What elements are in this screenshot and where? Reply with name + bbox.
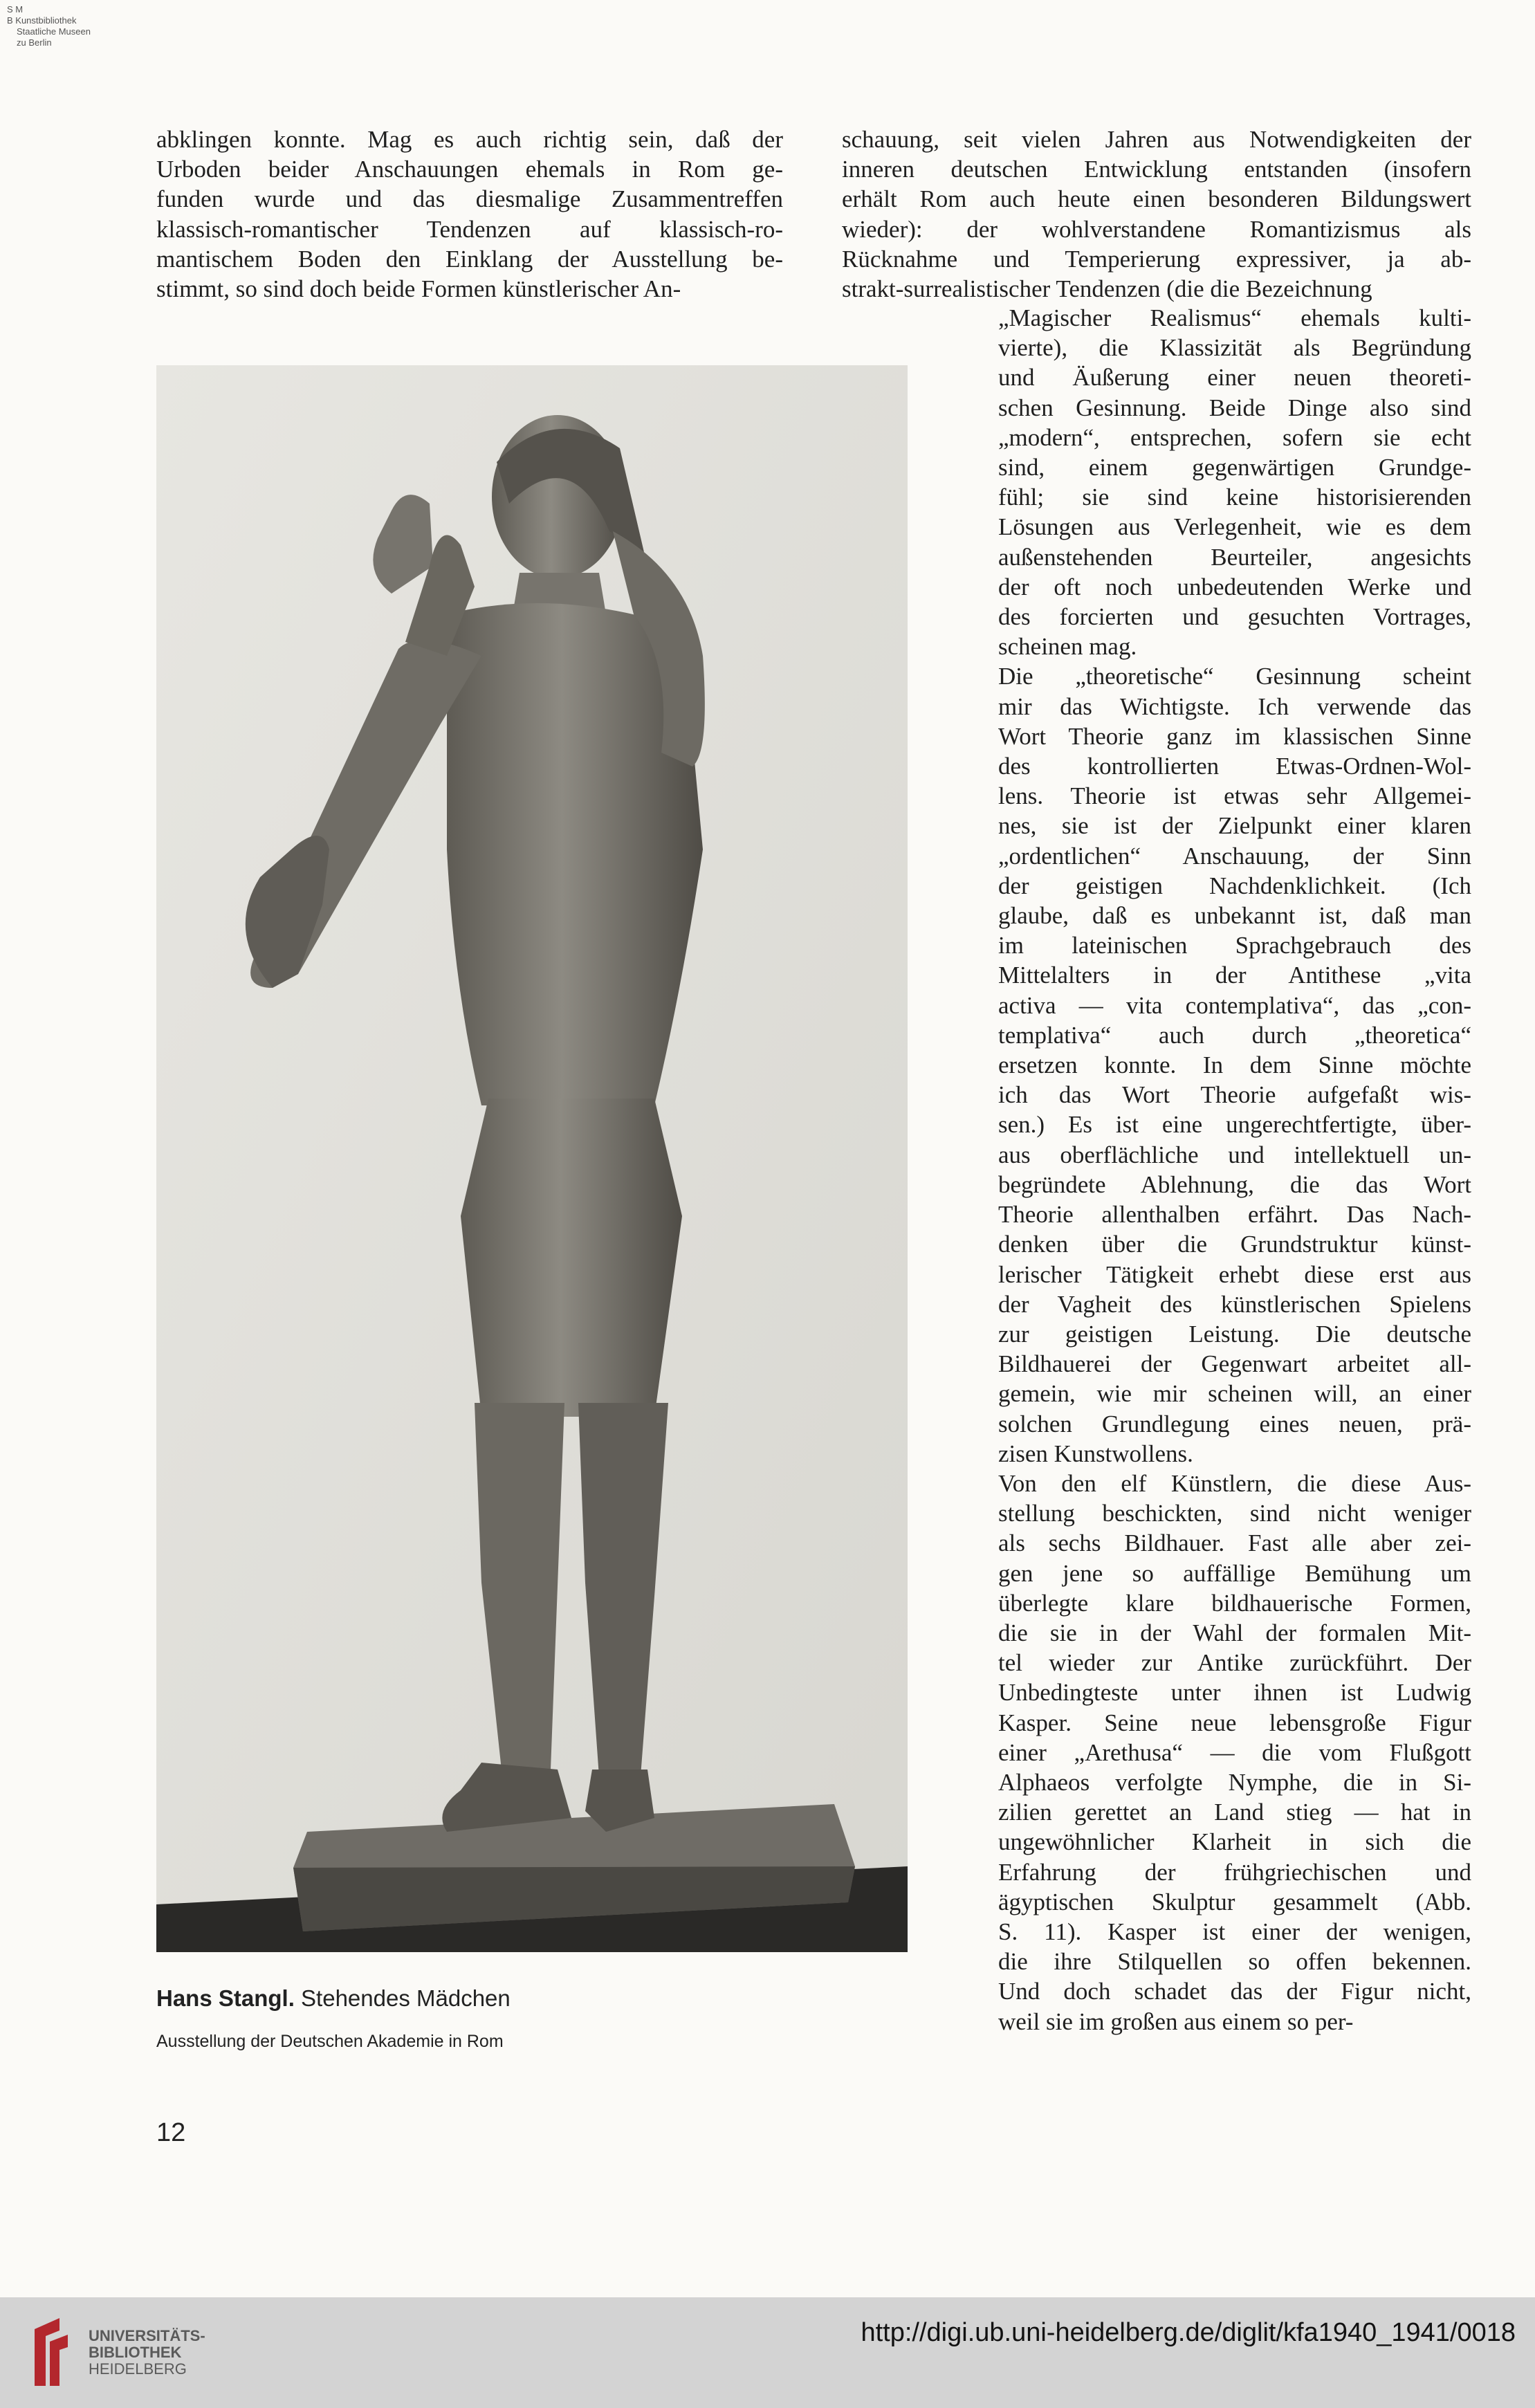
- text-line: templativa“ auch durch „theoretica“: [998, 1021, 1471, 1049]
- stamp-line: zu Berlin: [17, 37, 52, 48]
- text-line: einer „Arethusa“ — die vom Flußgott: [998, 1738, 1471, 1766]
- text-line: solchen Grundlegung eines neuen, prä-: [998, 1410, 1471, 1437]
- text-line: mir das Wichtigste. Ich verwende das: [998, 692, 1471, 720]
- text-line: überlegte klare bildhauerische Formen,: [998, 1589, 1471, 1617]
- text-line: zilien gerettet an Land stieg — hat in: [998, 1799, 1471, 1826]
- text-line: ungewöhnlicher Klarheit in sich die: [998, 1828, 1471, 1856]
- text-line: abklingen konnte. Mag es auch richtig sein, daß der: [156, 126, 783, 153]
- text-line: klassisch-romantischer Tendenzen auf klassisch-ro-: [156, 215, 783, 243]
- stamp-line: S M: [7, 4, 24, 15]
- caption-artist: Hans Stangl.: [156, 1985, 295, 2011]
- text-line: Rücknahme und Temperierung expressiver, ja ab-: [842, 245, 1471, 273]
- text-line: begründete Ablehnung, die das Wort: [998, 1170, 1471, 1198]
- caption-exhibition: Ausstellung der Deutschen Akademie in Rom: [156, 2032, 504, 2051]
- text-line: Lösungen aus Verlegenheit, wie es dem: [998, 513, 1471, 541]
- page-number: 12: [156, 2118, 186, 2147]
- text-line: Von den elf Künstlern, die diese Aus-: [998, 1469, 1471, 1497]
- stamp-line: B Kunstbibliothek: [7, 15, 77, 26]
- text-line: strakt-surrealistischer Tendenzen (die die Bezeichnung: [842, 275, 1372, 303]
- text-line: gen jene so auffällige Bemühung um: [998, 1559, 1471, 1587]
- footer-bar: [0, 2297, 1535, 2408]
- text-line: aus oberflächliche und intellektuell un-: [998, 1141, 1471, 1168]
- text-line: Theorie allenthalben erfährt. Das Nach-: [998, 1201, 1471, 1229]
- text-line: des kontrollierten Etwas-Ordnen-Wol-: [998, 753, 1471, 780]
- text-line: der Vagheit des künstlerischen Spielens: [998, 1290, 1471, 1318]
- text-line: zur geistigen Leistung. Die deutsche: [998, 1320, 1471, 1348]
- logo-line: HEIDELBERG: [89, 2360, 187, 2378]
- text-line: Bildhauerei der Gegenwart arbeitet all-: [998, 1350, 1471, 1378]
- text-line: weil sie im großen aus einem so per-: [998, 2007, 1354, 2035]
- text-line: inneren deutschen Entwicklung entstanden (insofern: [842, 156, 1471, 183]
- text-line: im lateinischen Sprachgebrauch des: [998, 932, 1471, 959]
- text-line: tel wieder zur Antike zurückführt. Der: [998, 1649, 1471, 1677]
- caption-title: Stehendes Mädchen: [301, 1985, 511, 2011]
- figure-caption: [156, 1985, 511, 2012]
- text-line: nes, sie ist der Zielpunkt einer klaren: [998, 812, 1471, 840]
- text-line: denken über die Grundstruktur künst-: [998, 1231, 1471, 1258]
- text-line: des forcierten und gesuchten Vortrages,: [998, 603, 1471, 631]
- text-line: ersetzen konnte. In dem Sinne möchte: [998, 1051, 1471, 1079]
- text-line: „modern“, entsprechen, sofern sie echt: [998, 423, 1471, 451]
- text-line: vierte), die Klassizität als Begründung: [998, 334, 1471, 362]
- text-line: S. 11). Kasper ist einer der wenigen,: [998, 1918, 1471, 1945]
- text-line: stimmt, so sind doch beide Formen künstlerischer An-: [156, 275, 681, 303]
- text-line: scheinen mag.: [998, 633, 1137, 661]
- standing-girl-sculpture-image: [156, 365, 908, 1952]
- text-line: schauung, seit vielen Jahren aus Notwendigkeiten der: [842, 126, 1471, 153]
- text-line: die sie in der Wahl der formalen Mit-: [998, 1619, 1471, 1646]
- text-line: mantischem Boden den Einklang der Ausstellung be-: [156, 245, 783, 273]
- logo-line: BIBLIOTHEK: [89, 2344, 182, 2361]
- text-line: fühl; sie sind keine historisierenden: [998, 484, 1471, 511]
- right-column-top: [842, 125, 1471, 304]
- text-line: funden wurde und das diesmalige Zusammentreffen: [156, 185, 783, 213]
- text-line: lens. Theorie ist etwas sehr Allgemei-: [998, 782, 1471, 810]
- text-line: ich das Wort Theorie aufgefaßt wis-: [998, 1081, 1471, 1109]
- text-line: als sechs Bildhauer. Fast alle aber zei-: [998, 1529, 1471, 1557]
- text-line: Erfahrung der frühgriechischen und: [998, 1858, 1471, 1886]
- stamp-line: Staatliche Museen: [17, 26, 91, 37]
- text-line: stellung beschickten, sind nicht weniger: [998, 1500, 1471, 1527]
- text-line: gemein, wie mir scheinen will, an einer: [998, 1380, 1471, 1408]
- text-line: Und doch schadet das der Figur nicht,: [998, 1978, 1471, 2005]
- text-line: die ihre Stilquellen so offen bekennen.: [998, 1948, 1471, 1976]
- library-logo-text: [89, 2328, 205, 2378]
- text-line: sind, einem gegenwärtigen Grundge-: [998, 454, 1471, 481]
- text-line: wieder): der wohlverstandene Romantizismus als: [842, 215, 1471, 243]
- library-stamp: [7, 4, 91, 48]
- text-line: Wort Theorie ganz im klassischen Sinne: [998, 722, 1471, 750]
- text-line: sen.) Es ist eine ungerechtfertigte, über-: [998, 1111, 1471, 1139]
- text-line: schen Gesinnung. Beide Dinge also sind: [998, 394, 1471, 421]
- right-column-body: [998, 303, 1471, 2037]
- text-line: der geistigen Nachdenklichkeit. (Ich: [998, 872, 1471, 899]
- source-url-link[interactable]: http://digi.ub.uni-heidelberg.de/diglit/kfa1940_1941/0018: [861, 2318, 1516, 2347]
- text-line: „ordentlichen“ Anschauung, der Sinn: [998, 842, 1471, 870]
- text-line: activa — vita contemplativa“, das „con-: [998, 991, 1471, 1019]
- sculpture-photograph: [156, 365, 908, 1952]
- text-line: Kasper. Seine neue lebensgroße Figur: [998, 1709, 1471, 1736]
- text-line: außenstehenden Beurteiler, angesichts: [998, 543, 1471, 571]
- left-column-top: [156, 125, 783, 304]
- text-line: glaube, daß es unbekannt ist, daß man: [998, 902, 1471, 930]
- ub-heidelberg-logo-icon: [26, 2314, 82, 2391]
- text-line: Mittelalters in der Antithese „vita: [998, 962, 1471, 989]
- text-line: und Äußerung einer neuen theoreti-: [998, 364, 1471, 392]
- text-line: erhält Rom auch heute einen besonderen Bildungswert: [842, 185, 1471, 213]
- text-line: Die „theoretische“ Gesinnung scheint: [998, 663, 1471, 690]
- text-line: Urboden beider Anschauungen ehemals in Rom ge-: [156, 156, 783, 183]
- text-line: ägyptischen Skulptur gesammelt (Abb.: [998, 1888, 1471, 1915]
- logo-line: UNIVERSITÄTS-: [89, 2327, 205, 2344]
- text-line: Unbedingteste unter ihnen ist Ludwig: [998, 1679, 1471, 1707]
- text-line: lerischer Tätigkeit erhebt diese erst aus: [998, 1260, 1471, 1288]
- text-line: der oft noch unbedeutenden Werke und: [998, 573, 1471, 600]
- text-line: „Magischer Realismus“ ehemals kulti-: [998, 304, 1471, 331]
- text-line: Alphaeos verfolgte Nymphe, die in Si-: [998, 1768, 1471, 1796]
- text-line: zisen Kunstwollens.: [998, 1440, 1193, 1467]
